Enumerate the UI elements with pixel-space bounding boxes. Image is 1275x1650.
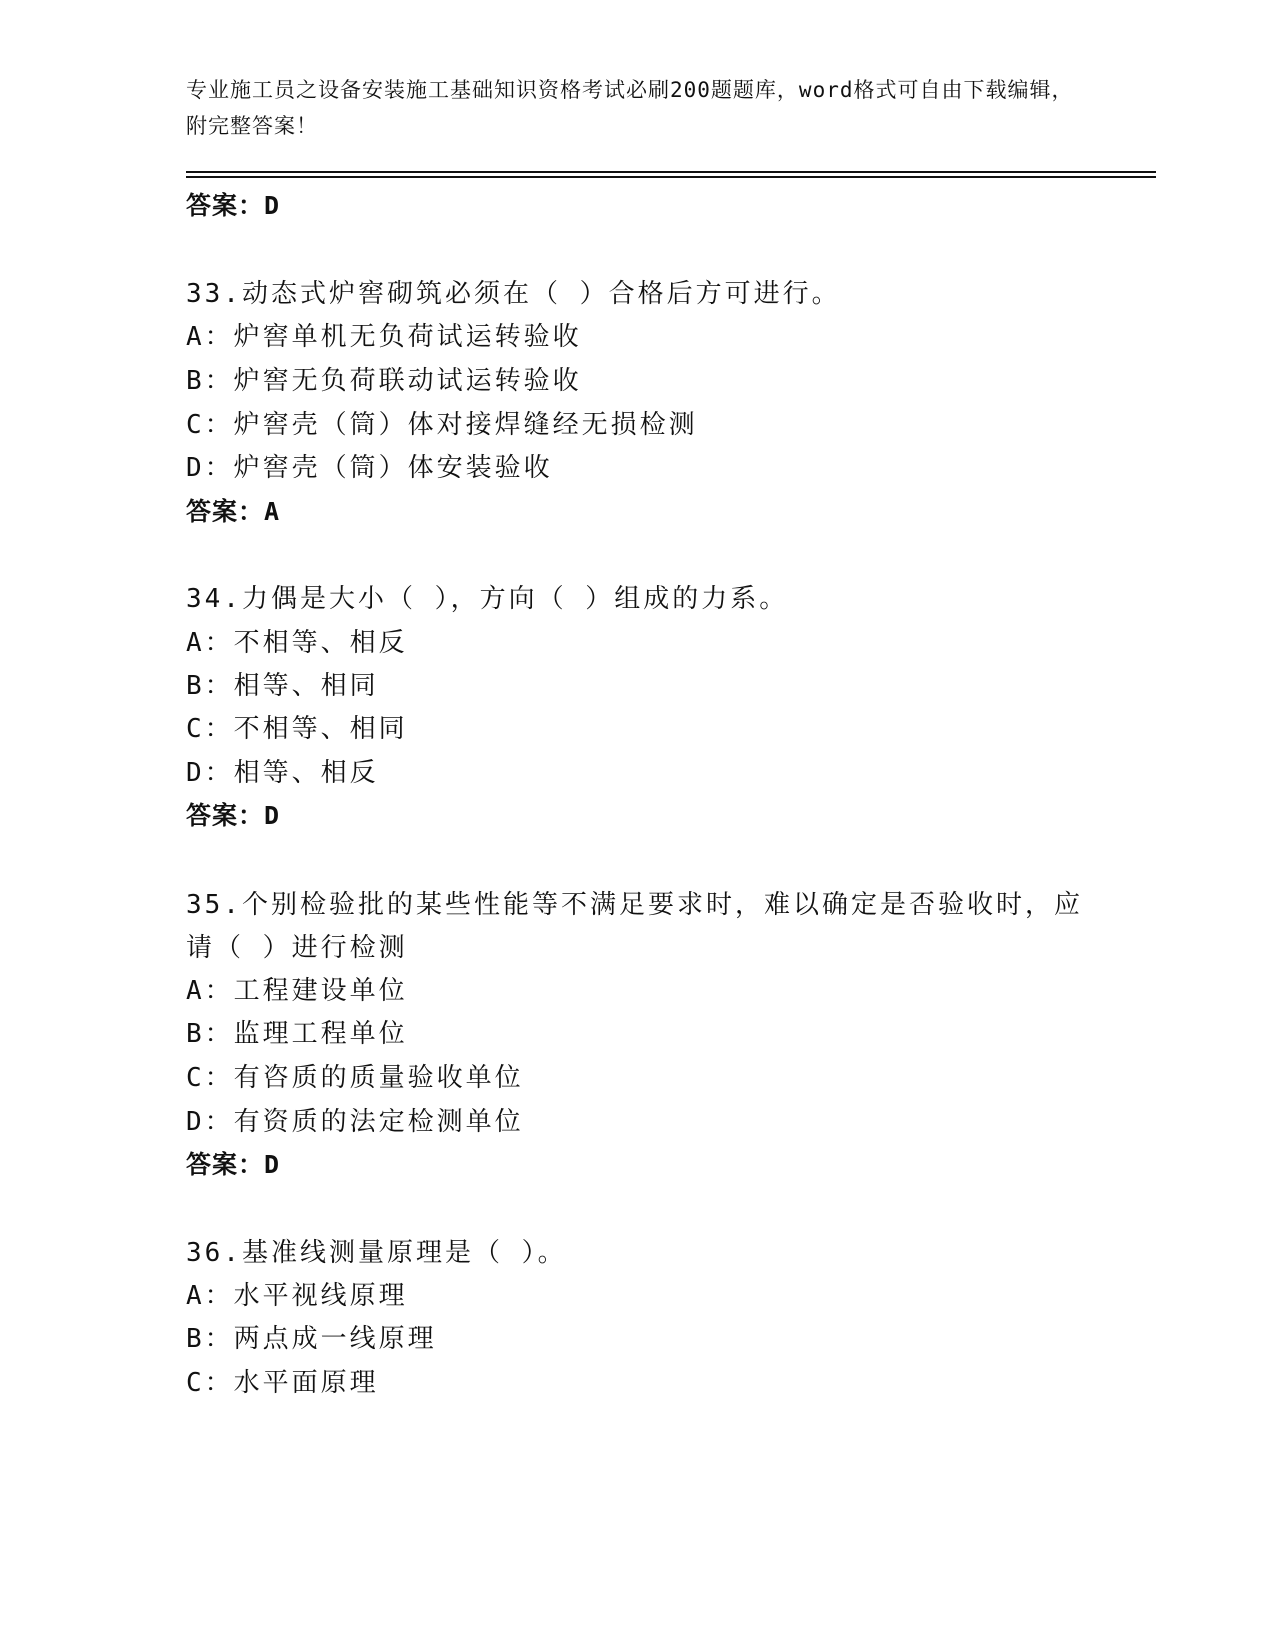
question-33-option-b: B：炉窖无负荷联动试运转验收 (186, 366, 582, 396)
answer-34: 答案：D (186, 801, 281, 830)
question-34-stem: 34.力偶是大小（ ），方向（ ）组成的力系。 (186, 584, 789, 614)
header-rule-bottom (186, 176, 1156, 178)
document-header: 专业施工员之设备安装施工基础知识资格考试必刷200题题库，word格式可自由下载编辑，附完整答案！ (186, 78, 1074, 138)
question-35-option-b: B：监理工程单位 (186, 1019, 408, 1049)
question-34-option-a: A：不相等、相反 (186, 628, 408, 658)
header-rule-top (186, 171, 1156, 173)
answer-35: 答案：D (186, 1150, 281, 1179)
question-33-option-a: A：炉窖单机无负荷试运转验收 (186, 322, 582, 352)
question-36-option-b: B：两点成一线原理 (186, 1324, 437, 1354)
question-35-option-d: D：有资质的法定检测单位 (186, 1107, 524, 1137)
question-33-option-c: C：炉窖壳（筒）体对接焊缝经无损检测 (186, 410, 698, 440)
answer-33: 答案：A (186, 497, 281, 526)
question-34-option-c: C：不相等、相同 (186, 714, 408, 744)
answer-32: 答案：D (186, 191, 281, 220)
question-33-stem: 33.动态式炉窖砌筑必须在（ ）合格后方可进行。 (186, 279, 841, 309)
question-36-option-a: A：水平视线原理 (186, 1281, 408, 1311)
question-35-stem-line1: 35.个别检验批的某些性能等不满足要求时，难以确定是否验收时，应 (186, 890, 1083, 920)
question-35-stem-line2: 请（ ）进行检测 (186, 933, 408, 963)
question-34-option-b: B：相等、相同 (186, 671, 379, 701)
question-35-option-a: A：工程建设单位 (186, 976, 408, 1006)
question-34-option-d: D：相等、相反 (186, 758, 379, 788)
question-36-option-c: C：水平面原理 (186, 1368, 379, 1398)
question-36-stem: 36.基准线测量原理是（ ）。 (186, 1238, 567, 1268)
question-33-option-d: D：炉窖壳（筒）体安装验收 (186, 453, 553, 483)
question-35-option-c: C：有咨质的质量验收单位 (186, 1063, 524, 1093)
